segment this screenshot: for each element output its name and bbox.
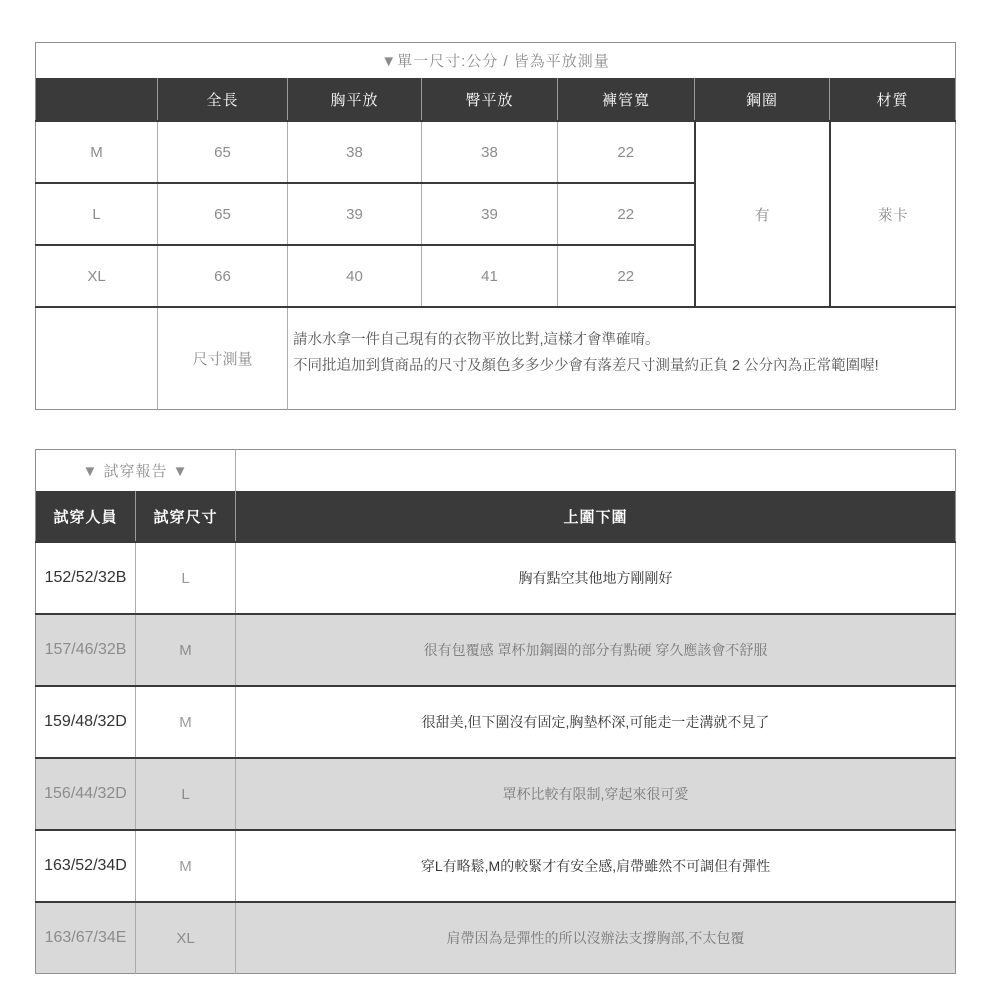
fitting-row-2 [36,614,956,686]
fitting-row-4 [36,758,956,830]
fitting-row-1 [36,542,956,614]
fitter-stats: 157/46/32B [36,614,136,686]
material-value: 萊卡 [830,121,956,307]
size-label-m: M [36,121,158,183]
fitting-row-5 [36,830,956,902]
value-cell: 65 [158,121,288,183]
header-material: 材質 [830,78,956,121]
fitter-size: XL [136,902,236,974]
value-cell: 22 [558,183,695,245]
fitter-comment: 胸有點空其他地方剛剛好 [236,542,956,614]
size-table-title-row [36,43,956,79]
fitter-stats: 159/48/32D [36,686,136,758]
fitter-comment: 罩杯比較有限制,穿起來很可愛 [236,758,956,830]
fitter-size: L [136,758,236,830]
value-cell: 22 [558,245,695,307]
fitter-stats: 163/52/34D [36,830,136,902]
header-bust-measure: 上圍下圍 [236,491,956,542]
note-line-1: 請水水拿一件自己現有的衣物平放比對,這樣才會準確唷。 [293,331,660,348]
size-table-title: ▼單一尺寸:公分 / 皆為平放測量 [381,53,610,70]
value-cell: 22 [558,121,695,183]
note-label: 尺寸測量 [158,307,288,410]
value-cell: 39 [288,183,422,245]
header-chest-flat: 胸平放 [288,78,422,121]
fitting-title-empty-cell [236,450,956,492]
value-cell: 41 [422,245,558,307]
note-text-cell [288,307,956,410]
header-fit-size: 試穿尺寸 [136,491,236,542]
size-table [35,42,956,410]
value-cell: 40 [288,245,422,307]
fitting-row-6 [36,902,956,974]
value-cell: 66 [158,245,288,307]
header-hip-flat: 臀平放 [422,78,558,121]
fitting-report-table [35,449,956,974]
value-cell: 65 [158,183,288,245]
measure-note-row [36,307,956,410]
fitting-table-title: ▼ 試穿報告 ▼ [82,463,189,480]
header-underwire: 鋼圈 [695,78,830,121]
underwire-value: 有 [695,121,830,307]
fitter-stats: 163/67/34E [36,902,136,974]
fitter-comment: 很甜美,但下圍沒有固定,胸墊杯深,可能走一走溝就不見了 [236,686,956,758]
fitting-table-header-row [36,491,956,542]
header-leg-width: 褲管寬 [558,78,695,121]
fitter-comment: 穿L有略鬆,M的較緊才有安全感,肩帶雖然不可調但有彈性 [236,830,956,902]
header-empty-cell [36,78,158,121]
fitting-table-title-row [36,450,956,492]
fitter-stats: 152/52/32B [36,542,136,614]
value-cell: 39 [422,183,558,245]
fitter-stats: 156/44/32D [36,758,136,830]
size-label-xl: XL [36,245,158,307]
fitter-size: M [136,830,236,902]
header-full-length: 全長 [158,78,288,121]
fitter-size: M [136,614,236,686]
size-table-header-row [36,78,956,121]
fitter-comment: 肩帶因為是彈性的所以沒辦法支撐胸部,不太包覆 [236,902,956,974]
note-line-2: 不同批追加到貨商品的尺寸及顏色多多少少會有落差尺寸測量約正負 2 公分內為正常範圍喔! [293,357,879,374]
fitter-size: L [136,542,236,614]
size-label-l: L [36,183,158,245]
value-cell: 38 [288,121,422,183]
fitting-row-3 [36,686,956,758]
fitter-comment: 很有包覆感 罩杯加鋼圈的部分有點硬 穿久應該會不舒服 [236,614,956,686]
fitter-size: M [136,686,236,758]
note-empty-cell [36,307,158,410]
value-cell: 38 [422,121,558,183]
header-fitter: 試穿人員 [36,491,136,542]
size-row-m [36,121,956,183]
